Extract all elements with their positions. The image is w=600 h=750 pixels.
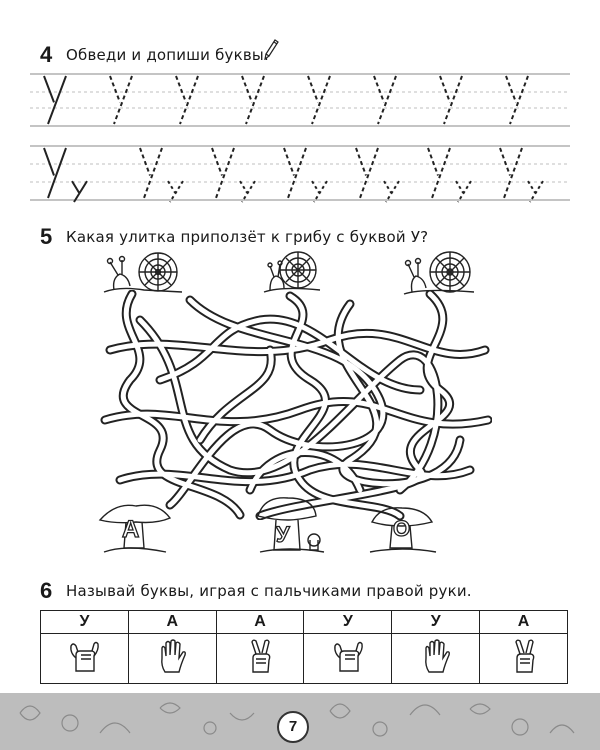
letter-u-guide [440,76,462,124]
table-letter-cell: У [392,611,480,634]
letter-u-guide [374,76,396,124]
letter-u-guide [308,76,330,124]
open-palm-hand-icon [155,638,189,674]
table-letter-cell: А [216,611,304,634]
task-6-number: 6 [40,578,53,603]
letter-u-guide [284,148,306,198]
letter-u-guide [356,148,378,198]
handwriting-lines-row-1 [30,70,570,130]
thumb-pinky-hand-icon [67,638,101,674]
table-gesture-cell [392,634,480,684]
table-gesture-cell [41,634,129,684]
letter-u-guide [110,76,132,124]
letter-u-guide [140,148,162,198]
victory-hand-icon [243,638,277,674]
letter-u-guide [240,181,255,202]
letter-u-guide [44,76,66,124]
letter-u-guide [506,76,528,124]
letter-u-guide [44,148,66,198]
victory-hand-icon [507,638,541,674]
handwriting-lines-row-2 [30,142,570,204]
maze [100,290,492,520]
table-letter-cell: А [480,611,568,634]
letter-u-guide [212,148,234,198]
open-palm-hand-icon [419,638,453,674]
mushroom-a-letter: А [122,516,140,543]
letter-u-guide [384,181,399,202]
table-letter-cell: У [304,611,392,634]
mushroom-o [366,504,438,556]
letter-u-guide [528,181,543,202]
letter-u-guide [242,76,264,124]
page-number: 7 [277,711,309,743]
letters-gesture-table [40,610,568,684]
table-gesture-cell [216,634,304,684]
pencil-icon [262,36,280,60]
table-letter-cell: А [128,611,216,634]
table-gesture-cell [304,634,392,684]
mushroom-a [96,500,174,556]
letter-u-guide [312,181,327,202]
task-4-instruction: Обведи и допиши буквы. [66,46,269,64]
task-6-instruction: Называй буквы, играя с пальчиками правой руки. [66,582,472,600]
table-gesture-cell [480,634,568,684]
task-4-number: 4 [40,42,53,67]
table-gesture-cell [128,634,216,684]
letter-u-guide [176,76,198,124]
table-letter-cell: У [41,611,129,634]
thumb-pinky-hand-icon [331,638,365,674]
letter-u-guide [428,148,450,198]
mushroom-u-letter: У [276,522,290,547]
mushroom-o-letter: О [393,516,411,541]
letter-u-guide [456,181,471,202]
task-5-number: 5 [40,224,53,249]
letter-u-guide [500,148,522,198]
letter-u-guide [72,181,87,202]
letter-u-guide [168,181,183,202]
mushroom-u [254,494,326,556]
task-5-instruction: Какая улитка приползёт к грибу с буквой У? [66,228,429,246]
